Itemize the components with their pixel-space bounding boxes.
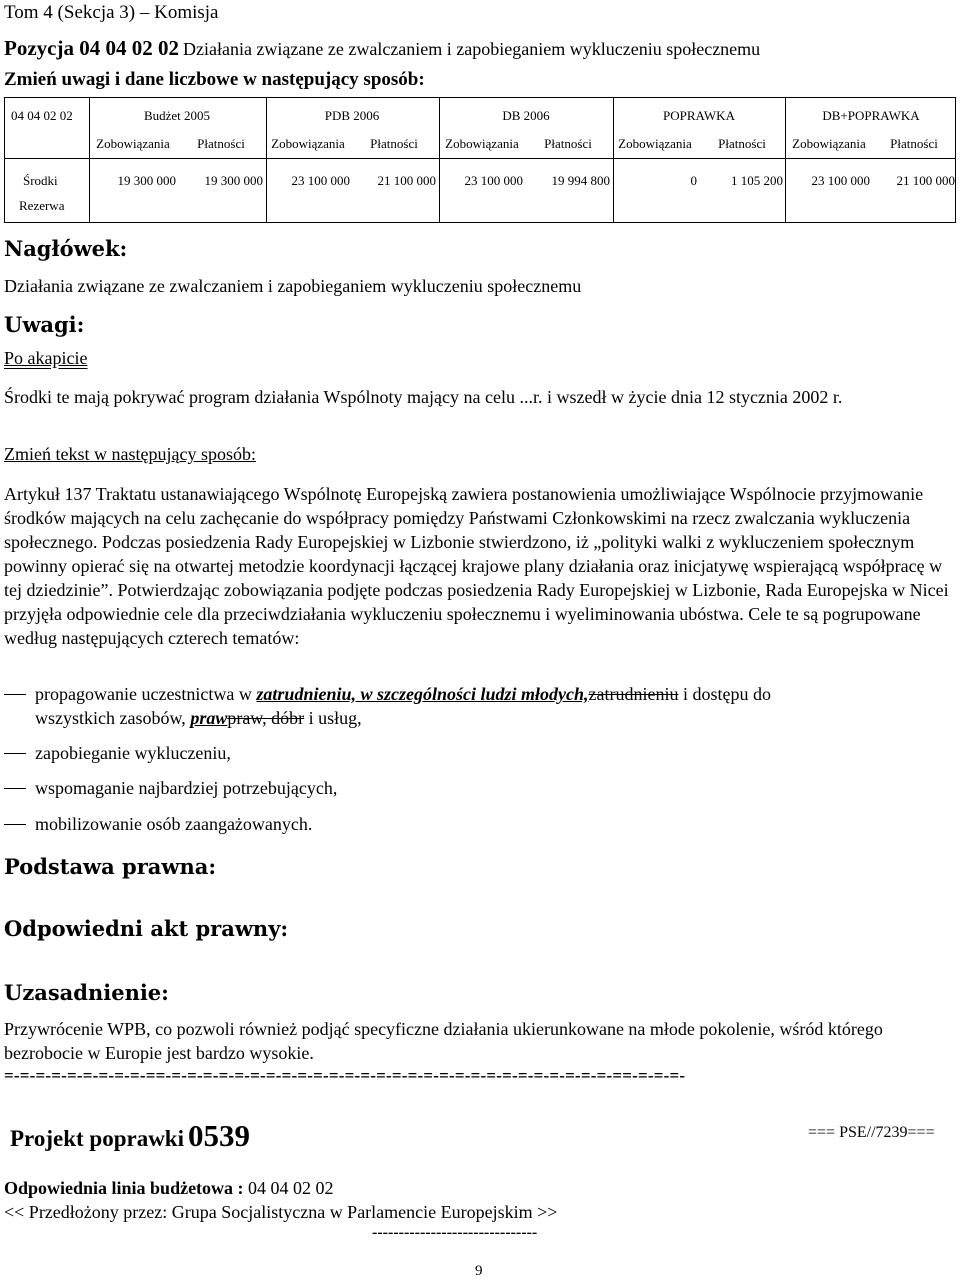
uzasadnienie-label: Uzasadnienie: <box>4 980 169 1005</box>
dash-marker <box>4 788 26 789</box>
list-item: wspomaganie najbardziej potrzebujących, <box>4 776 704 800</box>
inserted-text: praw <box>190 708 228 728</box>
subheader: Płatności <box>890 136 938 151</box>
inserted-text: zatrudnieniu, w szczególności ludzi młodych, <box>256 684 589 704</box>
table-cell: 1 105 200 <box>731 173 783 188</box>
row-label-srodki: Środki <box>23 173 58 188</box>
table-cell: 19 994 800 <box>551 173 610 188</box>
podstawa-label: Podstawa prawna: <box>4 854 217 879</box>
projekt-number: 0539 <box>188 1118 250 1153</box>
uzasadnienie-text: Przywrócenie WPB, co pozwoli również podjąć specyficzne działania ukierunkowane na młode pokolenie, wśród którego bezrobocie w Europie jest bardzo wysokie. <box>4 1019 883 1063</box>
uwagi-label: Uwagi: <box>4 312 85 337</box>
table-divider <box>613 98 614 222</box>
table-divider <box>439 98 440 222</box>
subheader: Płatności <box>718 136 766 151</box>
naglowek-text: Działania związane ze zwalczaniem i zapobieganiem wykluczeniu społecznemu <box>4 276 582 296</box>
table-divider <box>785 98 786 222</box>
table-cell: 21 100 000 <box>896 173 955 188</box>
subheader: Zobowiązania <box>96 136 170 151</box>
group-header: DB+POPRAWKA <box>822 108 920 123</box>
row-label-rezerwa: Rezerwa <box>19 198 65 213</box>
list-item: mobilizowanie osób zaangażowanych. <box>4 812 704 836</box>
subheader: Zobowiązania <box>271 136 345 151</box>
subheader: Zobowiązania <box>792 136 866 151</box>
budget-line-value: 04 04 02 02 <box>248 1178 334 1198</box>
budget-line-label: Odpowiednia linia budżetowa : <box>4 1178 244 1198</box>
subheader: Zobowiązania <box>445 136 519 151</box>
change-instruction: Zmień uwagi i dane liczbowe w następujący sposób: <box>4 69 425 90</box>
subheader: Płatności <box>370 136 418 151</box>
deleted-text: praw, dóbr <box>227 708 305 728</box>
dash-marker <box>4 824 26 825</box>
list-item: zapobieganie wykluczeniu, <box>4 741 704 765</box>
table-cell: 23 100 000 <box>291 173 350 188</box>
table-cell: 19 300 000 <box>204 173 263 188</box>
dash-marker <box>4 753 26 754</box>
table-cell: 21 100 000 <box>377 173 436 188</box>
projekt-title <box>10 1118 250 1154</box>
table-divider <box>89 98 90 222</box>
separator: =-=-=-=-=-=-=-=-=-==-=-=-=-=-=-=-=-=-=-=-=-=-=-=-=-=-=-=-=-=-=-=-=-=-=-=-=-=-==-=-=-=- <box>4 1066 686 1085</box>
subheader: Zobowiązania <box>618 136 692 151</box>
position-label: Pozycja 04 04 02 02 <box>4 36 179 60</box>
submitted-by: << Przedłożony przez: Grupa Socjalistyczna w Parlamencie Europejskim >> <box>4 1202 558 1222</box>
group-header: DB 2006 <box>502 108 550 123</box>
akt-label: Odpowiedni akt prawny: <box>4 916 289 941</box>
group-header: Budżet 2005 <box>143 108 211 123</box>
group-header: POPRAWKA <box>663 108 735 123</box>
table-cell: 23 100 000 <box>811 173 870 188</box>
table-cell: 19 300 000 <box>117 173 176 188</box>
subheader: Płatności <box>197 136 245 151</box>
position-heading <box>4 36 760 61</box>
change-text-instruction: Zmień tekst w następujący sposób: <box>4 444 256 464</box>
uwagi-body: Artykuł 137 Traktatu ustanawiającego Wspólnotę Europejską zawiera postanowienia umożliwiające Wspólnocie przyjmowanie środków mających na celu zachęcanie do współpracy pomiędzy Państwami Członkowskimi na rzecz zwalczania wykluczenia społecznego. Podczas posiedzenia Rady Europejskiej w Lizbonie stwierdzono, iż „polityki walki z wykluczeniem społecznym powinny opierać się na otwartej metodzie koordynacji łączącej krajowe plany działania oraz inicjatywę wspierającą współpracę w tej dziedzinie”. Potwierdzając zobowiązania podjęte podczas posiedzenia Rady Europejskiej w Lizbonie, Rada Europejska w Nicei przyjęła odpowiednie cele dla przeciwdziałania wykluczeniu społecznemu i wyeliminowania ubóstwa. Cele te są pogrupowane według następujących czterech tematów: <box>4 484 949 648</box>
list-item: propagowanie uczestnictwa w zatrudnieniu, w szczególności ludzi młodych,zatrudnieniu i dostępu do wszystkich zasobów, prawpraw, dóbr i usług, <box>4 682 954 730</box>
table-cell: 23 100 000 <box>464 173 523 188</box>
projekt-code: === PSE//7239=== <box>808 1124 935 1141</box>
table-cell: 0 <box>690 173 697 188</box>
after-paragraph: Po akapicie <box>4 348 88 368</box>
group-header: PDB 2006 <box>324 108 380 123</box>
projekt-label: Projekt poprawki <box>10 1126 184 1151</box>
naglowek-label: Nagłówek: <box>4 236 128 261</box>
deleted-text: zatrudnieniu <box>588 684 679 704</box>
table-rule <box>5 158 955 159</box>
dash-line: ------------------------------- <box>372 1224 538 1241</box>
table-divider <box>266 98 267 222</box>
subheader: Płatności <box>544 136 592 151</box>
uwagi-paragraph: Środki te mają pokrywać program działania Wspólnoty mający na celu ...r. i wszedł w życie dnia 12 stycznia 2002 r. <box>4 387 843 407</box>
position-title: Działania związane ze zwalczaniem i zapobieganiem wykluczeniu społecznemu <box>182 39 761 59</box>
volume-title: Tom 4 (Sekcja 3) – Komisja <box>4 2 219 23</box>
budget-line-row <box>4 1178 334 1199</box>
dash-marker <box>4 694 26 695</box>
budget-line-code: 04 04 02 02 <box>11 108 73 123</box>
page-number: 9 <box>475 1263 483 1279</box>
budget-table <box>4 97 956 223</box>
